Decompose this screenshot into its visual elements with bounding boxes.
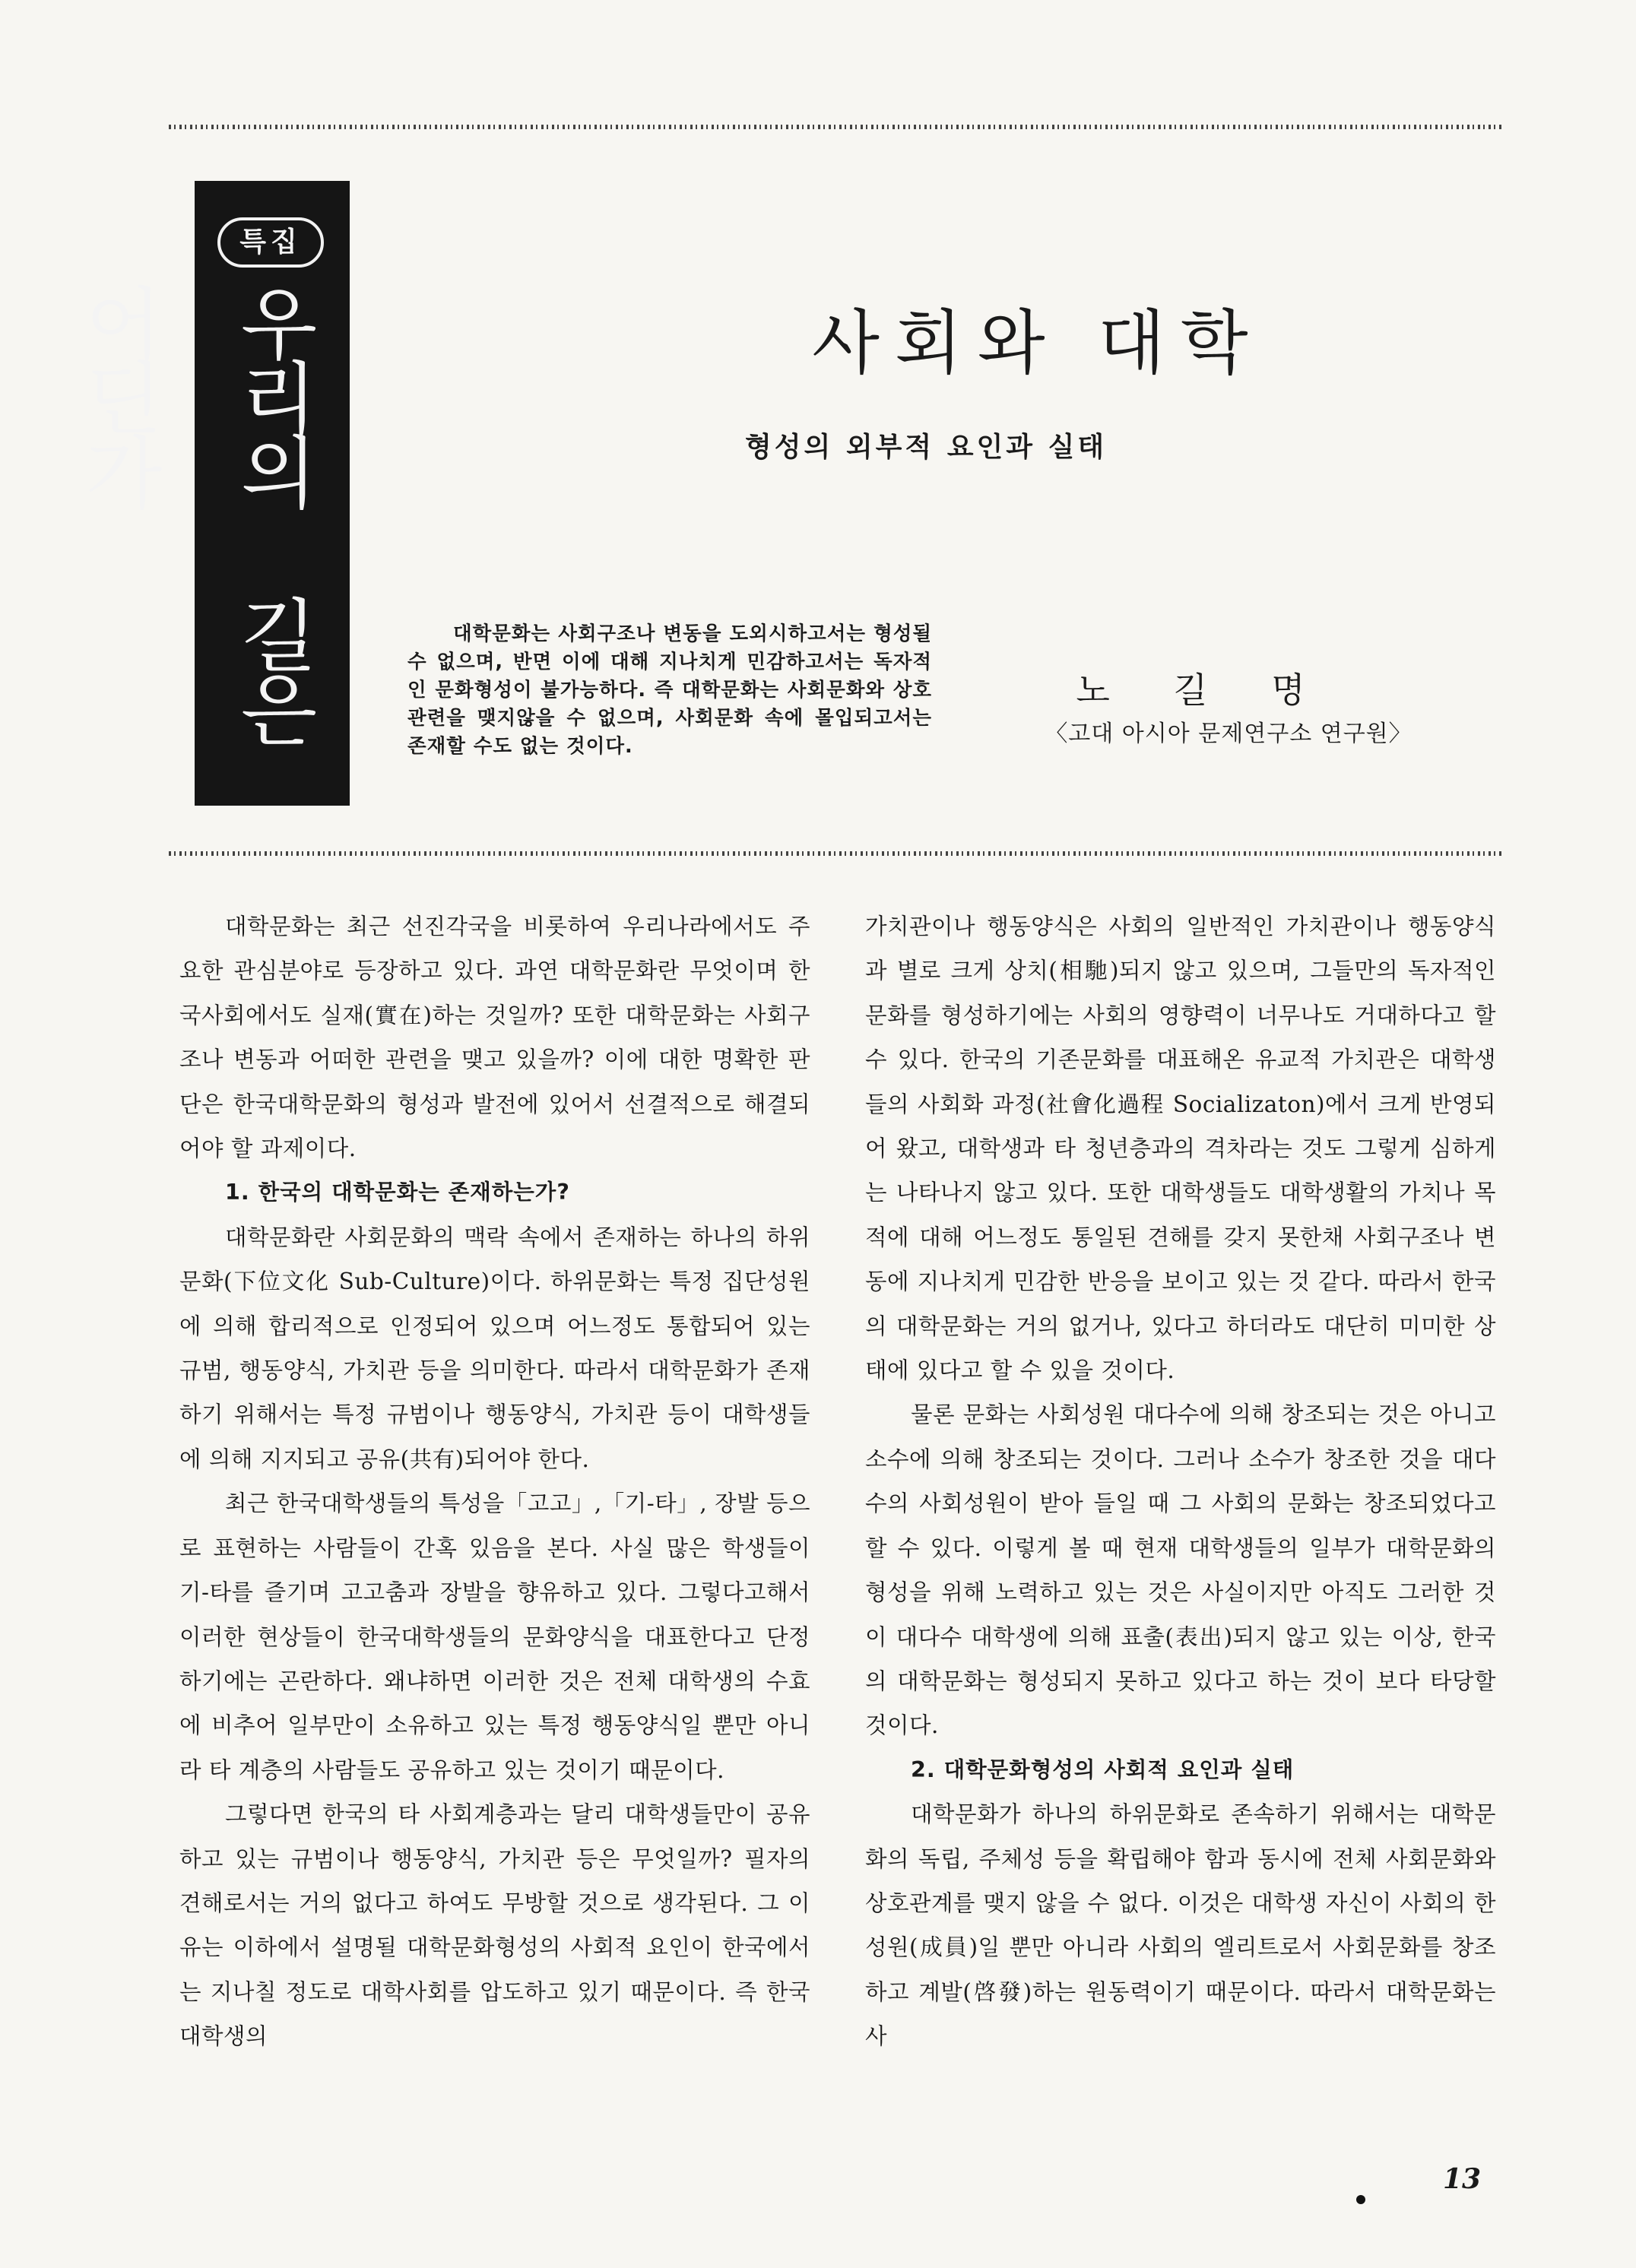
article-subtitle: 형성의 외부적 요인과 실태 [745,432,1108,463]
feature-banner [71,181,350,806]
article-title: 사회와 대학 [812,303,1263,384]
page-number: 13 [1443,2163,1482,2195]
section-heading: 2. 대학문화형성의 사회적 요인과 실태 [911,1756,1295,1782]
body-paragraph: 그렇다면 한국의 타 사회계층과는 달리 대학생들만이 공유하고 있는 규범이나 행동양식, 가치관 등은 무엇일까? 필자의 견해로서는 거의 없다고 하여도 무방할 것으로 생각된다. 그 이유는 이하에서 설명될 대학문화형성의 사회적 요인이 한국에서는 지나칠 정도로 대학사회를 압도하고 있기 때문이다. 즉 한국대학생의 [179,1801,810,2050]
banner-title: 우리의 길은 어딘가 [71,283,319,743]
page-dot [1356,2195,1365,2204]
author-name: 노길명 [1076,670,1369,711]
body-paragraph: 가치관이나 행동양식은 사회의 일반적인 가치관이나 행동양식과 별로 크게 상치(相馳)되지 않고 있으며, 그들만의 독자적인 문화를 형성하기에는 사회의 영향력이 너무나도 거대하다고 할 수 있다. 한국의 기존문화를 대표해온 유교적 가치관은 대학생들의 사회화 과정(社會化過程 Socializaton)에서 크게 반영되어 왔고, 대학생과 타 청년층과의 격차라는 것도 그렇게 심하게는 나타나지 않고 있다. 또한 대학생들도 대학생활의 가치나 목적에 대해 어느정도 통일된 견해를 갖지 못한채 사회구조나 변동에 지나치게 민감한 반응을 보이고 있는 것 같다. 따라서 한국의 대학문화는 거의 없거나, 있다고 하더라도 대단히 미미한 상태에 있다고 할 수 있을 것이다. [865,914,1496,1384]
feature-badge: 특집 [217,217,324,268]
mid-rule [169,851,1504,856]
section-heading: 1. 한국의 대학문화는 존재하는가? [225,1180,570,1205]
right-column [865,904,1496,2059]
body-paragraph: 대학문화란 사회문화의 맥락 속에서 존재하는 하나의 하위문화(下位文化 Sub-Culture)이다. 하위문화는 특정 집단성원에 의해 합리적으로 인정되어 있으며 어느정도 통합되어 있는 규범, 행동양식, 가치관 등을 의미한다. 따라서 대학문화가 존재하기 위해서는 특정 규범이나 행동양식, 가치관 등이 대학생들에 의해 지지되고 공유(共有)되어야 한다. [179,1224,810,1472]
left-column [179,904,810,2059]
top-rule [169,125,1504,129]
article-abstract: 대학문화는 사회구조나 변동을 도외시하고서는 형성될 수 없으며, 반면 이에 대해 지나치게 민감하고서는 독자적인 문화형성이 불가능하다. 즉 대학문화는 사회문화와 상호관련을 맺지않을 수 없으며, 사회문화 속에 몰입되고서는 존재할 수도 없는 것이다. [407,622,932,758]
body-paragraph: 대학문화는 최근 선진각국을 비롯하여 우리나라에서도 주요한 관심분야로 등장하고 있다. 과연 대학문화란 무엇이며 한국사회에서도 실재(實在)하는 것일까? 또한 대학문화는 사회구조나 변동과 어떠한 관련을 맺고 있을까? 이에 대한 명확한 판단은 한국대학문화의 형성과 발전에 있어서 선결적으로 해결되어야 할 과제이다. [179,914,810,1162]
body-paragraph: 최근 한국대학생들의 특성을「고고」,「기-타」, 장발 등으로 표현하는 사람들이 간혹 있음을 본다. 사실 많은 학생들이 기-타를 즐기며 고고춤과 장발을 향유하고 있다. 그렇다고해서 이러한 현상들이 한국대학생들의 문화양식을 대표한다고 단정하기에는 곤란하다. 왜냐하면 이러한 것은 전체 대학생의 수효에 비추어 일부만이 소유하고 있는 특정 행동양식일 뿐만 아니라 타 계층의 사람들도 공유하고 있는 것이기 때문이다. [179,1490,810,1783]
author-affiliation: 〈고대 아시아 문제연구소 연구원〉 [1045,721,1412,747]
body-paragraph: 물론 문화는 사회성원 대다수에 의해 창조되는 것은 아니고 소수에 의해 창조되는 것이다. 그러나 소수가 창조한 것을 대다수의 사회성원이 받아 들일 때 그 사회의 문화는 창조되었다고 할 수 있다. 이렇게 볼 때 현재 대학생들의 일부가 대학문화의 형성을 위해 노력하고 있는 것은 사실이지만 아직도 그러한 것이 대다수 대학생에 의해 표출(表出)되지 않고 있는 이상, 한국의 대학문화는 형성되지 못하고 있다고 하는 것이 보다 타당할 것이다. [865,1402,1496,1739]
body-paragraph: 대학문화가 하나의 하위문화로 존속하기 위해서는 대학문화의 독립, 주체성 등을 확립해야 함과 동시에 전체 사회문화와 상호관계를 맺지 않을 수 없다. 이것은 대학생 자신이 사회의 한 성원(成員)일 뿐만 아니라 사회의 엘리트로서 사회문화를 창조하고 계발(啓發)하는 원동력이기 때문이다. 따라서 대학문화는 사 [865,1801,1496,2050]
